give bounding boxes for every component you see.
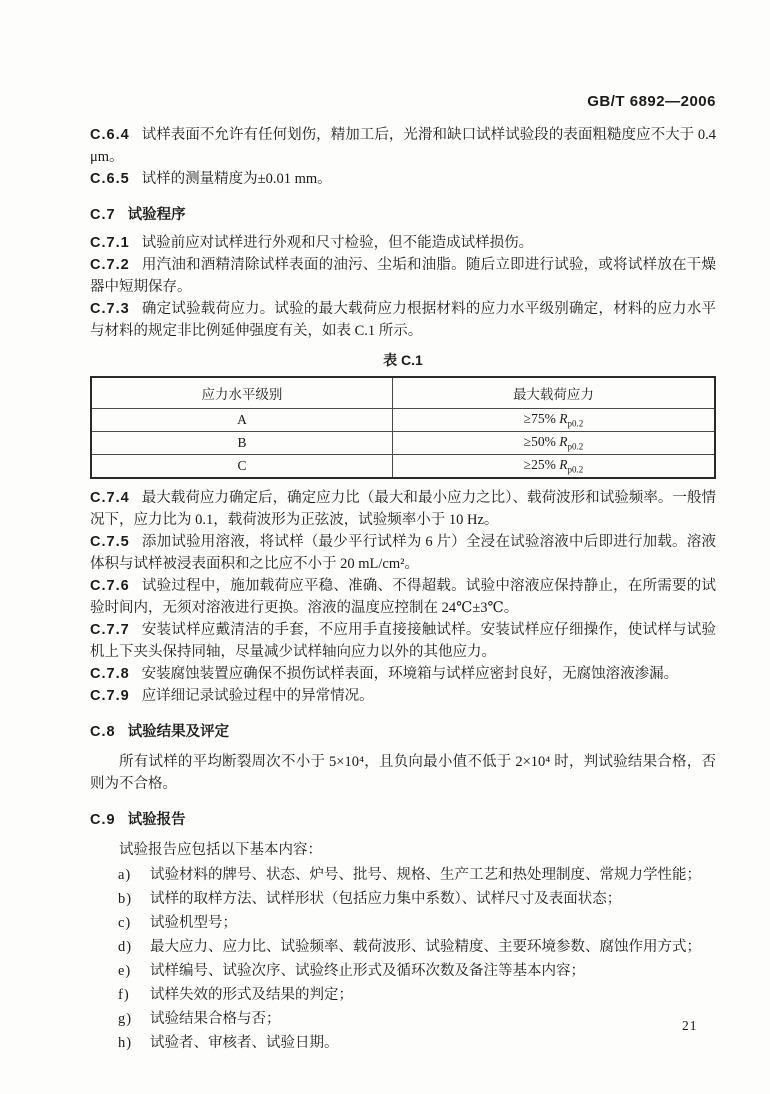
clause-number: C.7.3 — [90, 301, 130, 317]
clause-c7-1 — [90, 232, 716, 254]
clause-c7-7 — [90, 619, 716, 663]
report-intro: 试验报告应包括以下基本内容： — [119, 842, 322, 858]
section-number: C.7 — [90, 207, 116, 223]
item-text: 试验结果合格与否； — [150, 1011, 281, 1027]
item-text: 最大应力、应力比、试验频率、载荷波形、试验精度、主要环境参数、腐蚀作用方式； — [150, 939, 701, 955]
clause-c7-8 — [90, 663, 716, 685]
page-content — [90, 92, 716, 1055]
section-heading-c9 — [90, 809, 716, 831]
section-heading-c7 — [90, 204, 716, 226]
cell-level: B — [91, 432, 392, 455]
clause-c7-4 — [90, 487, 716, 531]
item-label: d) — [118, 939, 133, 955]
cell-value — [392, 409, 715, 432]
r-symbol: R — [559, 434, 568, 450]
list-item-e — [90, 959, 716, 983]
clause-c7-9 — [90, 685, 716, 707]
clause-c7-6 — [90, 575, 716, 619]
item-text: 试样失效的形式及结果的判定； — [150, 987, 353, 1003]
r-symbol: R — [559, 457, 568, 473]
r-subscript: p0.2 — [567, 464, 584, 475]
section-title: 试验结果及评定 — [127, 724, 230, 740]
report-item-list — [90, 863, 716, 1055]
list-item-f — [90, 983, 716, 1007]
clause-c6-5 — [90, 168, 716, 190]
clause-number: C.7.5 — [90, 534, 130, 550]
section-number: C.9 — [90, 812, 116, 828]
table-row — [91, 409, 715, 432]
clause-c8-body: 所有试样的平均断裂周次不小于 5×10⁴，且负向最小值不低于 2×10⁴ 时，判试验结果合格，否则为不合格。 — [90, 754, 716, 792]
clause-number: C.7.1 — [90, 235, 130, 251]
clause-number: C.7.9 — [90, 688, 130, 704]
value-text: ≥75% — [523, 411, 560, 427]
value-text: ≥25% — [523, 457, 560, 473]
clause-number: C.7.8 — [90, 666, 130, 682]
item-text: 试样的取样方法、试样形状（包括应力集中系数）、试样尺寸及表面状态； — [150, 891, 622, 907]
r-subscript: p0.2 — [567, 441, 584, 452]
table-row — [91, 432, 715, 455]
clause-text: 应详细记录试验过程中的异常情况。 — [141, 688, 374, 704]
list-item-h — [90, 1031, 716, 1055]
list-item-d — [90, 935, 716, 959]
clause-text: 试样表面不允许有任何划伤，精加工后，光滑和缺口试样试验段的表面粗糙度应不大于 0.4 μm。 — [90, 127, 716, 165]
r-symbol: R — [559, 411, 568, 427]
clause-number: C.7.6 — [90, 578, 130, 594]
clause-text: 添加试验用溶液，将试样（最少平行试样为 6 片）全浸在试验溶液中后即进行加载。溶液体积与试样被浸表面积和之比应不小于 20 mL/cm²。 — [90, 534, 716, 572]
page-number: 21 — [682, 1018, 698, 1033]
section-title: 试验报告 — [127, 812, 186, 828]
clause-number: C.7.4 — [90, 490, 130, 506]
value-text: ≥50% — [523, 434, 560, 450]
clause-text: 最大载荷应力确定后，确定应力比（最大和最小应力之比）、载荷波形和试验频率。一般情况下，应力比为 0.1，载荷波形为正弦波，试验频率小于 10 Hz。 — [90, 490, 716, 528]
cell-value — [392, 432, 715, 455]
item-text: 试验材料的牌号、状态、炉号、批号、规格、生产工艺和热处理制度、常规力学性能； — [150, 867, 701, 883]
item-label: c) — [118, 915, 132, 931]
clause-c6-4 — [90, 124, 716, 168]
clause-text: 确定试验载荷应力。试验的最大载荷应力根据材料的应力水平级别确定，材料的应力水平与材料的规定非比例延伸强度有关，如表 C.1 所示。 — [90, 301, 716, 339]
clause-number: C.7.2 — [90, 257, 130, 273]
item-text: 试验者、审核者、试验日期。 — [150, 1035, 339, 1051]
clause-text: 安装试样应戴清洁的手套，不应用手直接接触试样。安装试样应仔细操作，使试样与试验机上下夹头保持同轴，尽量减少试样轴向应力以外的其他应力。 — [90, 622, 716, 660]
section-title: 试验程序 — [127, 207, 186, 223]
item-label: f) — [118, 987, 130, 1003]
r-subscript: p0.2 — [567, 418, 584, 429]
clause-text: 用汽油和酒精清除试样表面的油污、尘垢和油脂。随后立即进行试验，或将试样放在干燥器中短期保存。 — [90, 257, 716, 295]
clause-number: C.6.5 — [90, 171, 130, 187]
clause-number: C.6.4 — [90, 127, 130, 143]
clause-text: 试样的测量精度为±0.01 mm。 — [141, 171, 332, 187]
table-row — [91, 455, 715, 479]
list-item-b — [90, 887, 716, 911]
item-text: 试样编号、试验次序、试验终止形式及循环次数及备注等基本内容； — [150, 963, 585, 979]
clause-text: 安装腐蚀装置应确保不损伤试样表面，环境箱与试样应密封良好，无腐蚀溶液渗漏。 — [141, 666, 679, 682]
cell-level: C — [91, 455, 392, 479]
table-header-row — [91, 377, 715, 409]
section-number: C.8 — [90, 724, 116, 740]
section-heading-c8 — [90, 721, 716, 743]
table-c1 — [90, 376, 716, 479]
column-header-max-load-stress: 最大载荷应力 — [392, 377, 715, 409]
item-label: h) — [118, 1035, 133, 1051]
list-item-g — [90, 1007, 716, 1031]
column-header-stress-level: 应力水平级别 — [91, 377, 392, 409]
cell-level: A — [91, 409, 392, 432]
item-label: b) — [118, 891, 133, 907]
clause-number: C.7.7 — [90, 622, 130, 638]
item-text: 试验机型号； — [150, 915, 237, 931]
standard-number: GB/T 6892—2006 — [587, 93, 716, 110]
item-label: a) — [118, 867, 132, 883]
list-item-a — [90, 863, 716, 887]
list-item-c — [90, 911, 716, 935]
clause-c7-3 — [90, 298, 716, 342]
cell-value — [392, 455, 715, 479]
clause-text: 试验前应对试样进行外观和尺寸检验，但不能造成试样损伤。 — [141, 235, 534, 251]
clause-c7-5 — [90, 531, 716, 575]
clause-text: 试验过程中，施加载荷应平稳、准确、不得超载。试验中溶液应保持静止，在所需要的试验时间内，无须对溶液进行更换。溶液的温度应控制在 24℃±3℃。 — [90, 578, 716, 616]
item-label: e) — [118, 963, 132, 979]
clause-c7-2 — [90, 254, 716, 298]
item-label: g) — [118, 1011, 133, 1027]
table-caption: 表 C.1 — [383, 352, 423, 368]
